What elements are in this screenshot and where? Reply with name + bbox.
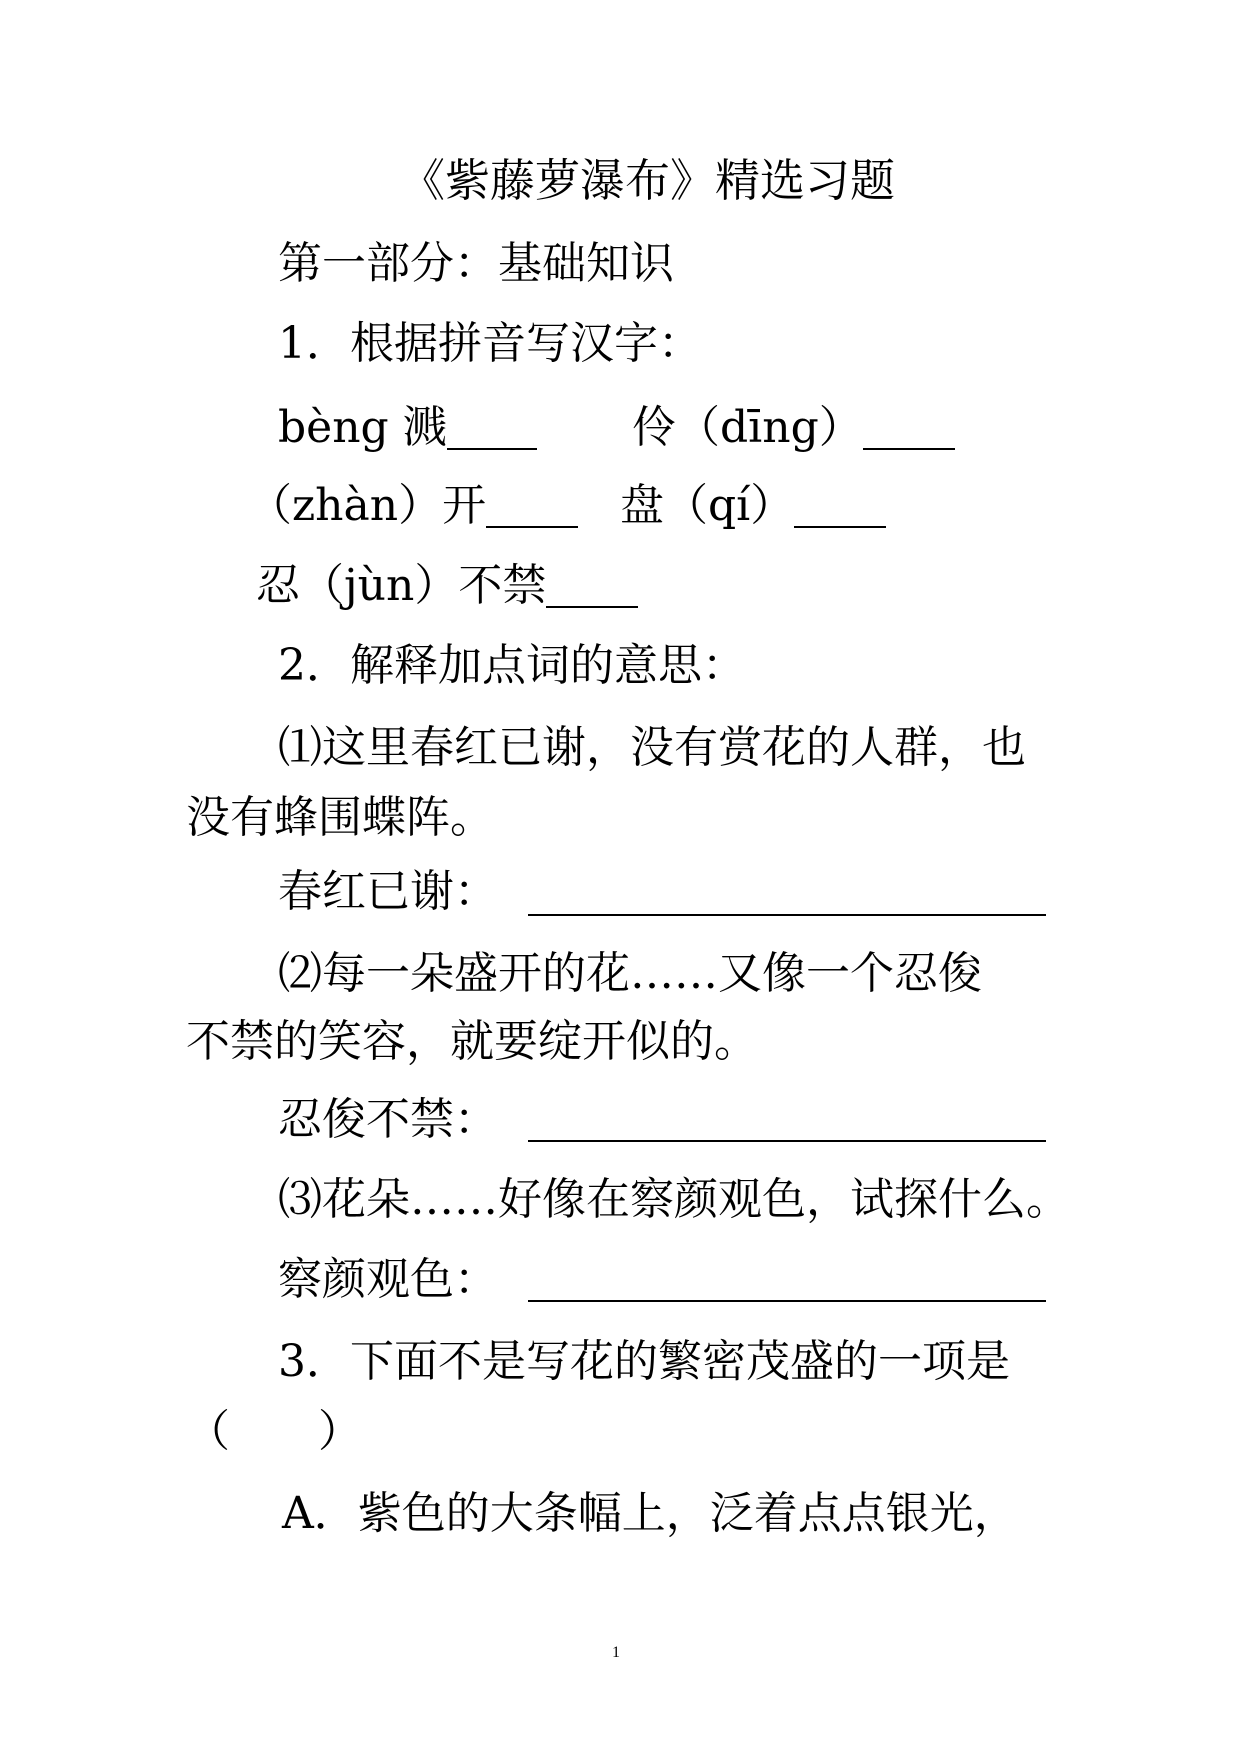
answer-line[interactable] xyxy=(528,914,1046,916)
q1-item-qi-text: 盘（qí） xyxy=(620,480,795,531)
answer-line[interactable] xyxy=(528,1140,1046,1142)
q1-item-qi xyxy=(620,480,886,531)
section-heading: 第一部分：基础知识 xyxy=(278,238,674,289)
q1-item-beng-text: bèng 溅 xyxy=(278,402,447,453)
answer-blank[interactable] xyxy=(794,482,886,528)
q1-item-jun-text: 忍（jùn）不禁 xyxy=(256,560,547,611)
q1-item-ding-text: 伶（dīng） xyxy=(632,402,863,453)
q1-item-beng xyxy=(278,402,537,453)
page-number: 1 xyxy=(612,1644,620,1661)
document-title: 《紫藤萝瀑布》精选习题 xyxy=(400,154,896,207)
q1-item-ding xyxy=(632,402,955,453)
q2-term-2: 忍俊不禁： xyxy=(278,1094,498,1145)
answer-line[interactable] xyxy=(528,1300,1046,1302)
answer-blank[interactable] xyxy=(486,482,578,528)
q1-item-jun xyxy=(256,560,638,611)
q2-term-1: 春红已谢： xyxy=(278,866,498,917)
q2-term-3: 察颜观色： xyxy=(278,1254,498,1305)
question-2-prompt: 2．解释加点词的意思： xyxy=(278,640,746,691)
q1-item-zhan-text: （zhàn）开 xyxy=(248,480,487,531)
option-a: A．紫色的大条幅上，泛着点点银光， xyxy=(282,1488,1018,1539)
q2-sentence-1-line-1: ⑴这里春红已谢，没有赏花的人群，也 xyxy=(278,722,1026,773)
question-3-prompt: 3．下面不是写花的繁密茂盛的一项是 xyxy=(278,1336,1010,1387)
answer-blank[interactable] xyxy=(863,404,955,450)
answer-parentheses[interactable]: （ ） xyxy=(186,1406,362,1457)
question-1-prompt: 1．根据拼音写汉字： xyxy=(278,318,702,369)
answer-blank[interactable] xyxy=(546,562,638,608)
q1-item-zhan xyxy=(248,480,578,531)
q2-sentence-2-line-1: ⑵每一朵盛开的花……又像一个忍俊 xyxy=(278,948,982,999)
q2-sentence-2-line-2: 不禁的笑容，就要绽开似的。 xyxy=(186,1016,758,1067)
q2-sentence-3: ⑶花朵……好像在察颜观色，试探什么。 xyxy=(278,1174,1070,1225)
q2-sentence-1-line-2: 没有蜂围蝶阵。 xyxy=(186,792,494,843)
answer-blank[interactable] xyxy=(447,404,537,450)
